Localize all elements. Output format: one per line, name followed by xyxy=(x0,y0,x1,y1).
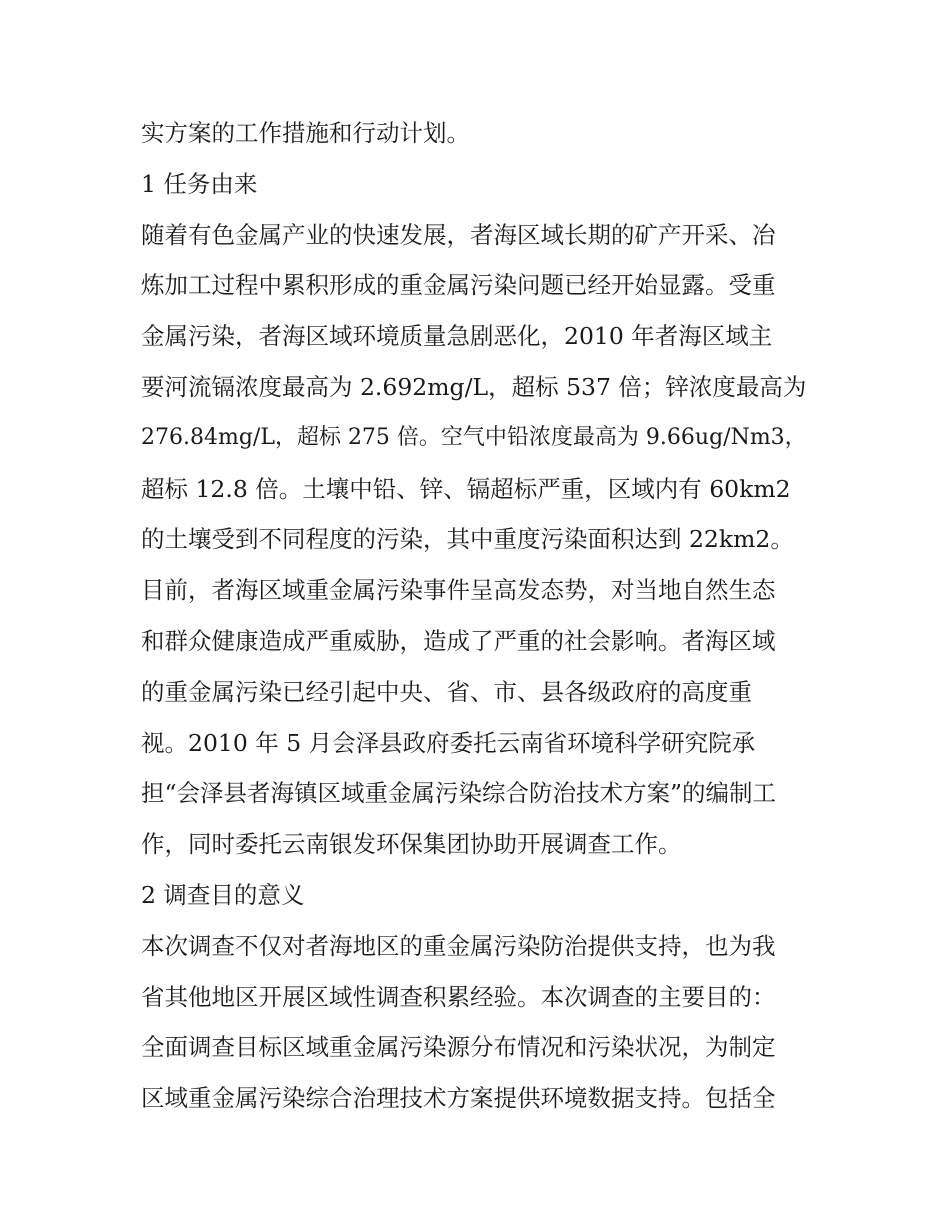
text-line: 金属污染，者海区域环境质量急剧恶化，2010 年者海区域主 xyxy=(141,322,773,351)
text-line: 目前，者海区域重金属污染事件呈高发态势，对当地自然生态 xyxy=(141,576,776,605)
text-line: 担“会泽县者海镇区域重金属污染综合防治技术方案”的编制工 xyxy=(141,779,777,808)
text-line: 要河流镉浓度最高为 2.692mg/L，超标 537 倍；锌浓度最高为 xyxy=(141,372,807,401)
text-line: 的重金属污染已经引起中央、省、市、县各级政府的高度重 xyxy=(141,677,752,706)
text-line: 本次调查不仅对者海地区的重金属污染防治提供支持，也为我 xyxy=(141,931,776,960)
text-line: 276.84mg/L，超标 275 倍。空气中铅浓度最高为 9.66ug/Nm3， xyxy=(141,424,807,450)
text-line: 全面调查目标区域重金属污染源分布情况和污染状况，为制定 xyxy=(141,1033,776,1062)
text-line: 区域重金属污染综合治理技术方案提供环境数据支持。包括全 xyxy=(141,1084,776,1113)
document-body xyxy=(141,108,821,1124)
text-line: 和群众健康造成严重威胁，造成了严重的社会影响。者海区域 xyxy=(141,626,776,655)
text-line: 随着有色金属产业的快速发展，者海区域长期的矿产开采、冶 xyxy=(141,220,776,249)
text-line-continuation: 实方案的工作措施和行动计划。 xyxy=(141,119,470,147)
text-line: 的土壤受到不同程度的污染，其中重度污染面积达到 22km2。 xyxy=(141,525,794,554)
text-line: 炼加工过程中累积形成的重金属污染问题已经开始显露。受重 xyxy=(141,271,776,300)
section-heading-task-origin: 1 任务由来 xyxy=(141,169,258,198)
text-line: 超标 12.8 倍。土壤中铅、锌、镉超标严重，区域内有 60km2 xyxy=(141,474,791,503)
text-line: 省其他地区开展区域性调查积累经验。本次调查的主要目的： xyxy=(141,982,776,1011)
text-line: 作，同时委托云南银发环保集团协助开展调查工作。 xyxy=(141,830,682,859)
text-line: 视。2010 年 5 月会泽县政府委托云南省环境科学研究院承 xyxy=(141,728,756,757)
section-heading-survey-purpose: 2 调查目的意义 xyxy=(141,880,305,909)
